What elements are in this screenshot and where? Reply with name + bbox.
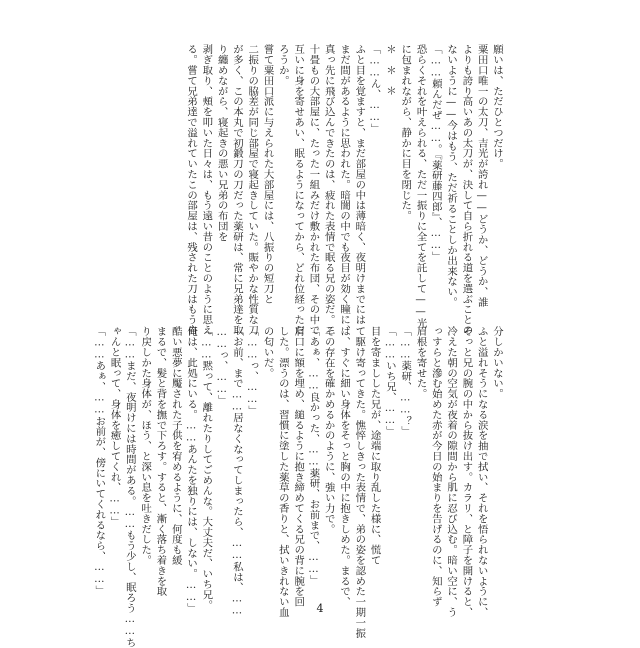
text-line: その存在を確かめるかのように、強い力で。 — [322, 326, 335, 534]
text-line: ……っ、……」 — [215, 326, 228, 406]
text-line: 剥ぎ取り、頰を叩いた日々は、もう遠い昔のことのように思え — [200, 44, 213, 336]
text-line: 恐らくそれを叶えられる、ただ一振りに全てを託して——光 — [414, 44, 427, 328]
text-line: 互いに身を寄せあい、眠るようになってから、どれ位経っただ — [292, 44, 305, 336]
text-line: て駆け寄ってきた。憔悴しきった表情で、弟の姿を認めた一期一振 — [353, 326, 366, 638]
text-line: 「あぁ、……良かった、……薬研、お前まで、……」 — [307, 326, 320, 586]
text-line: 嘗て粟田口派に与えられた大部屋には、八振りの短刀と — [261, 44, 274, 304]
text-line: ないように——今はもう、ただ祈ることしか出来ない。 — [445, 44, 458, 308]
text-line: 「……いち兄、……」 — [383, 326, 396, 437]
text-line: 俺は、此処にいる。……あんたを独りには、しない。……」 — [185, 326, 198, 614]
page-number: 4 — [316, 602, 324, 615]
text-line: よりも誇り高いあの太刀が、決して自ら折れる道を選ぶことの — [460, 44, 473, 336]
text-line: 分しかいない。 — [491, 326, 503, 399]
text-line: り戻しかた身体が、ほう、と深い息を吐きだした。 — [139, 326, 152, 566]
text-line: ＊ ＊ ＊ — [383, 44, 396, 96]
text-line: そっと兄の腕の中から抜け出す。カラリ、と障子を開けると、 — [460, 326, 473, 618]
text-line: 眉根を寄せた。 — [414, 326, 427, 399]
text-line: 二振りの脇差が同じ部屋で寝起きしていた。賑やかな性質な刀 — [246, 44, 259, 336]
text-line: 「……薬研、……？」 — [399, 326, 412, 437]
text-line: 冷えた朝の空気が夜着の隙間から肌に忍び込む。暗い空に、う — [445, 326, 458, 618]
text-line: ふと溢れそうになる涙を抽で拭い、それを悟られないように、 — [475, 326, 488, 618]
text-line: 「……頼んだぜ……。『薬研藤四郎』、……」 — [429, 44, 442, 262]
text-line: 酷い悪夢に魘された子供を宥めるように、何度も緩 — [169, 326, 182, 566]
text-line: 目を寄ましした兄が、途端に取り乱した様に、慌て — [368, 326, 381, 566]
text-line: ふと目を覚ますと、まだ部屋の中は薄暗く、夜明けまでには — [353, 44, 366, 325]
text-line: した。漂うのは、習慣に塗した薬草の香りと、拭いきれない血 — [276, 326, 289, 618]
upper-text-block — [136, 44, 504, 336]
text-line: 「……っ、……」 — [246, 326, 259, 416]
text-line: ゃんと眠って、身体を癒してくれ、……」 — [108, 326, 121, 527]
text-line: 「お前、まで……居なくなってしまったら、……私は、…… — [230, 326, 243, 617]
text-line: が多く、この本丸で初鍛刀の刀だった薬研は、常に兄弟達を取 — [230, 44, 243, 336]
text-line: 「……黙って、離れたりしてごめんな。大丈夫だ、いち兄。 — [200, 326, 213, 610]
text-line: まだ間があるように思われた。暗闇の中でも夜目が効く瞳に、 — [338, 44, 351, 336]
text-line: る。嘗て兄弟達で溢れていたこの部屋は、残された刀はもう自 — [185, 44, 198, 336]
text-line: まるで、髪と背を撫で下ろす。すると、漸く落ち着きを取 — [154, 326, 167, 597]
text-line: は、すぐに細い身体をそっと胸の中に抱きしめた。まるで、 — [338, 326, 351, 607]
text-line: 粟田口唯一の太刀、吉光が誇れ——どうか、どうか、誰 — [475, 44, 488, 308]
text-line: 十畳もの大部屋に、たった一組みだけ敷かれた布団、その中で — [307, 44, 320, 336]
text-line: 「……あぁ、……お前が、傍にいてくれるなら、……」 — [93, 326, 106, 596]
text-line: に包まれながら、静かに目を閉じた。 — [399, 44, 412, 221]
lower-text-block — [93, 326, 504, 648]
text-line: 願いは、ただひとつだけ。 — [491, 44, 503, 169]
text-line: っすらと滲む始めた赤が今日の始まりを告げるのに、知らず — [429, 326, 442, 607]
text-line: 「……まだ、夜明けには時間がある。……もう少し、眠ろう……ち — [123, 326, 136, 648]
text-line: 「……ん、……」 — [368, 44, 381, 134]
text-line: ろうか。 — [276, 44, 289, 86]
text-line: 肩口に額を埋め、縋るように抱き締めてくる兄の背に腕を回 — [292, 326, 305, 607]
text-line: り纏めながら、寝起きの悪い兄弟の布団を — [215, 44, 228, 242]
text-line: の匂いだ。 — [261, 326, 274, 378]
text-line: 真っ先に飛び込んできたのは、疲れた表情で眠る兄の姿だ。二 — [322, 44, 335, 336]
